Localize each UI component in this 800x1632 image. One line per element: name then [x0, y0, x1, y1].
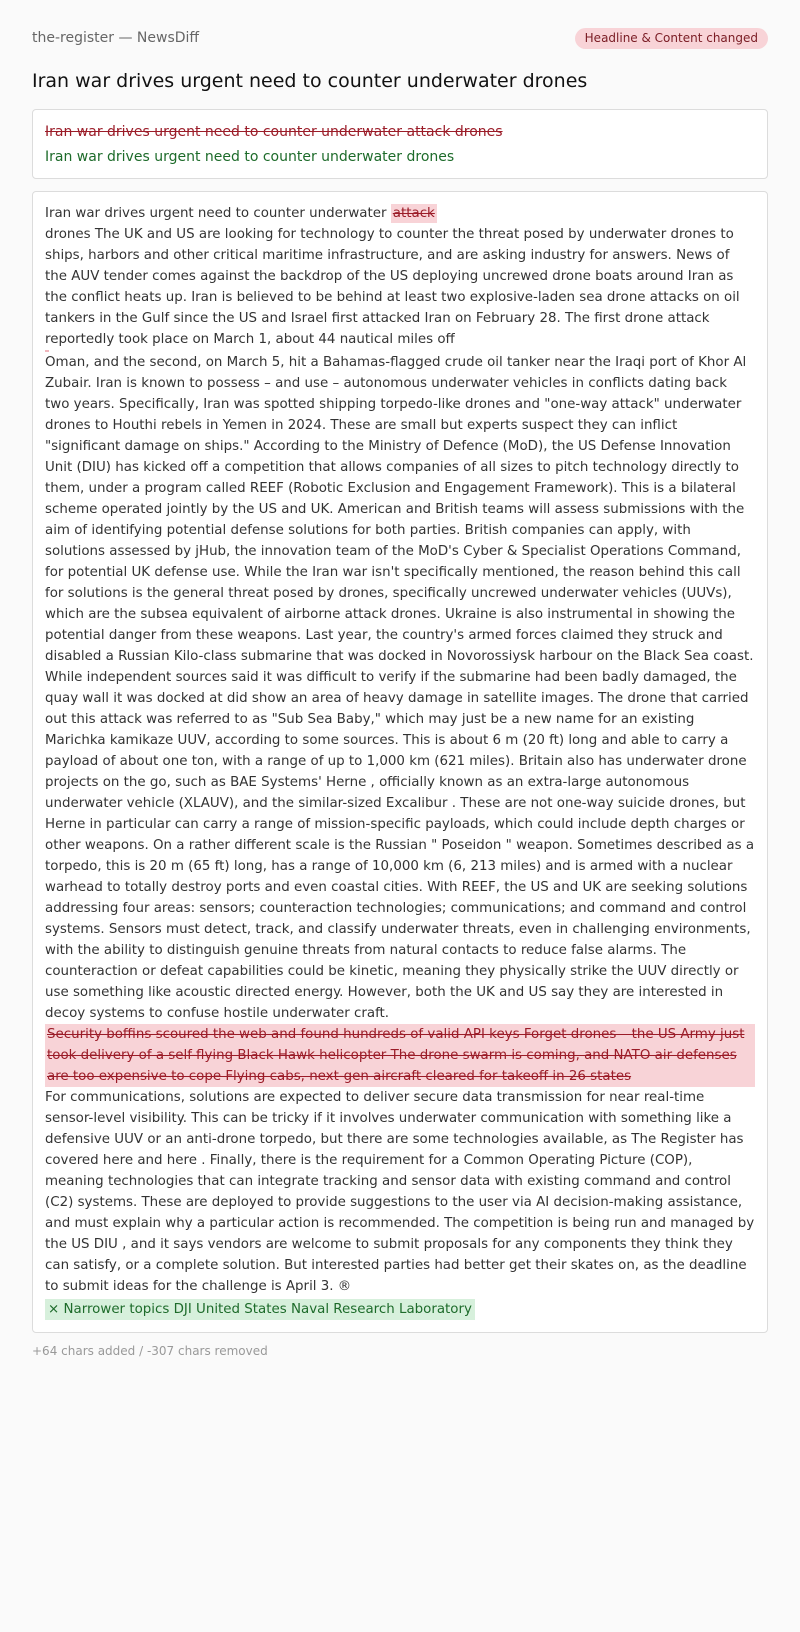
new-headline: Iran war drives urgent need to counter underwater drones — [45, 149, 455, 165]
content-paragraph-1: drones The UK and US are looking for technology to counter the threat posed by underwater drones to ships, harbors and other critical maritime infrastructure, and are asking industry for answers. News of the AUV tender comes against the backdrop of the US deploying uncrewed drone boats around Iran as the conflict heats up. Iran is believed to be behind at least two explosive-laden sea drone attacks on oil tankers in the Gulf since the US and Israel first attacked Iran on February 28. The first drone attack reportedly took place on March 1, about 44 nautical miles off — [45, 227, 740, 347]
header — [32, 28, 768, 48]
removed-word: attack — [392, 206, 435, 221]
source-label: the-register — NewsDiff — [32, 30, 200, 46]
content-paragraph-3: For communications, solutions are expected to deliver secure data transmission for near real-time sensor-level visibility. This can be tricky if it involves underwater communication with something like a defensive UUV or an anti-drone torpedo, but there are some technologies available, as The Register has covered here and here . Finally, there is the requirement for a Common Operating Picture (COP), meaning technologies that can integrate tracking and sensor data with existing command and control (C2) systems. These are deployed to provide suggestions to the user via AI decision-making assistance, and must explain why a particular action is recommended. The competition is being run and managed by the US DIU , and it says vendors are welcome to submit proposals for any components they think they can satisfy, or a complete solution. But interested parties had better get their skates on, as the deadline to submit ideas for the challenge is April 3. ® — [45, 1090, 755, 1294]
old-headline: Iran war drives urgent need to counter underwater attack drones — [45, 124, 503, 140]
content-intro — [45, 203, 755, 224]
diff-stats: +64 chars added / -307 chars removed — [32, 1344, 268, 1358]
added-topics-tag: × Narrower topics DJI United States Naval Research Laboratory — [45, 1299, 475, 1320]
removed-block: Security boffins scoured the web and found hundreds of valid API keys Forget drones – the US Army just took delivery of a self-flying Black Hawk helicopter The drone swarm is coming, and NATO air defenses are too expensive to cope Flying cabs, next-gen aircraft cleared for takeoff in 26 states — [45, 1024, 755, 1087]
page-title: Iran war drives urgent need to counter underwater drones — [32, 70, 588, 92]
intro-text: Iran war drives urgent need to counter underwater — [45, 206, 387, 221]
headline-diff-card — [32, 109, 768, 179]
content-diff-card — [32, 191, 768, 1333]
change-status-badge: Headline & Content changed — [575, 28, 768, 49]
content-paragraph-2: Oman, and the second, on March 5, hit a Bahamas-flagged crude oil tanker near the Iraqi port of Khor Al Zubair. Iran is known to possess – and use – autonomous underwater vehicles in conflicts dating back two years. Specifically, Iran was spotted shipping torpedo-like drones and "one-way attack" underwater drones to Houthi rebels in Yemen in 2024. These are small but experts suspect they can inflict "significant damage on ships." According to the Ministry of Defence (MoD), the US Defense Innovation Unit (DIU) has kicked off a competition that allows companies of all sizes to pitch technology directly to them, under a program called REEF (Robotic Exclusion and Engagement Framework). This is a bilateral scheme operated jointly by the US and UK. American and British teams will assess submissions with the aim of identifying potential defense solutions for both parties. British companies can apply, with solutions assessed by jHub, the innovation team of the MoD's Cyber & Specialist Operations Command, for potential UK defense use. While the Iran war isn't specifically mentioned, the reason behind this call for solutions is the general threat posed by drones, specifically uncrewed underwater vehicles (UUVs), which are the subsea equivalent of airborne attack drones. Ukraine is also instrumental in showing the potential danger from these weapons. Last year, the country's armed forces claimed they struck and disabled a Russian Kilo-class submarine that was docked in Novorossiysk harbour on the Black Sea coast. While independent sources said it was difficult to verify if the submarine had been badly damaged, the quay wall it was docked at did show an area of heavy damage in satellite images. The drone that carried out this attack was referred to as "Sub Sea Baby," which may just be a new name for an existing Marichka kamikaze UUV, according to some sources. This is about 6 m (20 ft) long and able to carry a payload of about one ton, with a range of up to 1,000 km (621 miles). Britain also has underwater drone projects on the go, such as BAE Systems' Herne , officially known as an extra-large autonomous underwater vehicle (XLAUV), and the similar-sized Excalibur . These are not one-way suicide drones, but Herne in particular can carry a range of mission-specific payloads, which could include depth charges or other weapons. On a rather different scale is the Russian " Poseidon " weapon. Sometimes described as a torpedo, this is 20 m (65 ft) long, has a range of 10,000 km (6, 213 miles) and is armed with a nuclear warhead to totally destroy ports and even coastal cities. With REEF, the US and UK are seeking solutions addressing four areas: sensors; counteraction technologies; communications; and command and control systems. Sensors must detect, track, and classify underwater threats, even in challenging environments, with the ability to distinguish genuine threats from natural contacts to reduce false alarms. The counteraction or defeat capabilities could be kinetic, meaning they physically strike the UUV directly or use something like acoustic directed energy. However, both the UK and US say they are interested in decoy systems to confuse hostile underwater craft. — [45, 355, 755, 1021]
